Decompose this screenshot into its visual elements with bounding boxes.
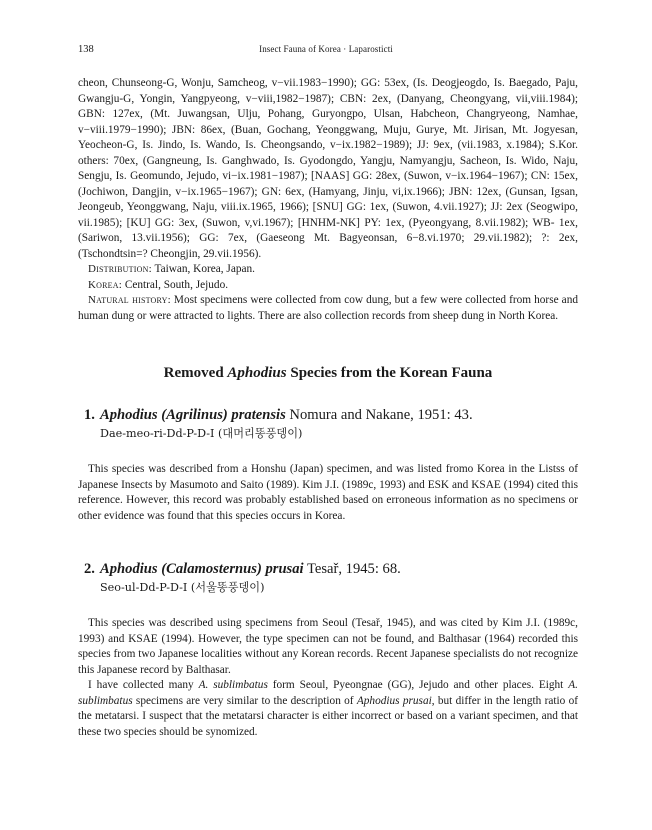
- species-korean-name: Seo-ul-Dd-P-D-I (서울똥풍뎅이): [100, 581, 265, 594]
- species-genus: Aphodius: [100, 561, 158, 577]
- specimen-records: cheon, Chunseong-G, Wonju, Samcheog, v−vii.1983−1990); GG: 53ex, (Is. Deogjeogdo, Is. Baegado, Paju, Gwangju-G, Yongin, Yangpyeong, v−viii,1982−1987); CBN: 2ex, (Danyang, Cheongyang, vii,viii.1984); GBN: 127ex, (Mt. Juwangsan, Ulju, Pohang, Guryongpo, Ulsan, Habcheon, Changryeong, Namhae, v−viii.1979−1990); JBN: 86ex, (Buan, Gochang, Yeonggwang, Muju, Gurye, Mt. Jirisan, Mt. Jogyesan, Yeocheon-G, Is. Jindo, Is. Wando, Is. Cheongsando, v−ix.1982−1989); JJ: 9ex, (vii.1983, x.1984); S.Kor. others: 70ex, (Gangneung, Is. Ganghwado, Is. Gyodongdo, Yangju, Namyangju, Sacheon, Is. Wido, Naju, Sengju, Is. Geomundo, Jejudo, vi−ix.1981−1987); [NAAS] GG: 28ex, (Suwon, v−ix.1964−1967); CN: 15ex, (Jochiwon, Dangjin, v−ix.1965−1967); GN: 6ex, (Hamyang, Jinju, vi,ix.1966); JBN: 12ex, (Gunsan, Igsan, Jeongeub, Yeonggwang, Naju, viii.ix.1965, 1966); [SNU] GG: 1ex, (Suwon, 4.vii.1927); JJ: 2ex (Seogwipo, vii.1985); [KU] GG: 3ex, (Suwon, v,vi.1967); [HNHM-NK] PY: 1ex, (Pyeongyang, 8.vii.1982); WB- 1ex, (Sariwon, 13.vii.1956); GG: 7ex, (Gaeseong Mt. Bagyeonsan, 6−8.vi.1970; 29.vii.1982); ?: 2ex, (Tschondtsin=? Cheongjin, 29.vii.1956).: [78, 77, 578, 260]
- species-authority: Nomura and Nakane, 1951: 43.: [285, 407, 473, 423]
- notes-taxon: Aphodius prusai: [356, 694, 432, 707]
- page-number: 138: [78, 44, 94, 55]
- distribution-line: [78, 262, 578, 278]
- notes-taxon: A. sublimbatus: [198, 679, 268, 691]
- species-description: This species was described using specimens from Seoul (Tesař, 1945), and was cited by Kim J.I. (1989c, 1993) and KSAE (1994). However, the type specimen can not be found, and Balthasar (1964) recorded this species from two Japanese localities without any Korean records. Recent Japanese specialists do not recognize this Japanese record by Balthasar.: [78, 617, 578, 676]
- main-content: [78, 76, 578, 740]
- korea-line: [78, 278, 578, 294]
- species-notes: [78, 678, 578, 740]
- korea-value: Central, South, Jejudo.: [124, 278, 229, 291]
- section-title-pre: Removed: [163, 365, 228, 381]
- notes-text: , but differ in the length ratio of the metatarsi. I suspect that the metatarsi character is either incorrect or based on a variant specimen, and that these two species should be synomized.: [78, 694, 578, 738]
- species-description: This species was described from a Honshu (Japan) specimen, and was listed fromo Korea in the Listss of Japanese Insects by Masumoto and Saito (1989). Kim J.I. (1989c, 1993) and ESK and KSAE (1994) cited this reference. However, this record was probably established based on erroneous information as no specimens or other evidence was found that this species occurs in Korea.: [78, 463, 578, 522]
- species-epithet: pratensis: [231, 407, 286, 423]
- section-title: [78, 364, 578, 383]
- species-epithet: prusai: [265, 561, 304, 577]
- species-entry-2: [78, 560, 578, 595]
- running-title: Insect Fauna of Korea · Laparosticti: [259, 44, 393, 54]
- notes-taxon: A. sublimbatus: [78, 679, 578, 707]
- species-heading: [84, 406, 578, 424]
- species-number: 1.: [84, 407, 95, 423]
- species-subgenus: (Agrilinus): [161, 407, 228, 423]
- distribution-label: Distribution:: [88, 263, 152, 275]
- species-number: 2.: [84, 561, 95, 577]
- species-korean-name: Dae-meo-ri-Dd-P-D-I (대머리똥풍뎅이): [100, 427, 303, 440]
- notes-text: form Seoul, Pyeongnae (GG), Jejudo and other places. Eight: [267, 679, 569, 691]
- notes-text: specimens are very similar to the description of: [132, 694, 357, 707]
- distribution-value: Taiwan, Korea, Japan.: [154, 263, 255, 275]
- species-subgenus: (Calamosternus): [161, 561, 262, 577]
- natural-history-label: Natural history:: [88, 294, 171, 306]
- section-title-post: Species from the Korean Fauna: [286, 365, 493, 381]
- species-entry-1: [78, 406, 578, 441]
- running-header: [78, 44, 574, 58]
- species-genus: Aphodius: [100, 407, 158, 423]
- notes-text: I have collected many: [88, 679, 199, 691]
- species-heading: [84, 560, 578, 578]
- species-authority: Tesař, 1945: 68.: [303, 561, 401, 577]
- natural-history-value: Most specimens were collected from cow dung, but a few were collected from horse and human dung or were attracted to lights. There are also collection records from sheep dung in North Korea.: [78, 294, 578, 322]
- korea-label: Korea:: [88, 278, 122, 291]
- section-title-genus: Aphodius: [227, 365, 287, 381]
- natural-history-line: [78, 293, 578, 324]
